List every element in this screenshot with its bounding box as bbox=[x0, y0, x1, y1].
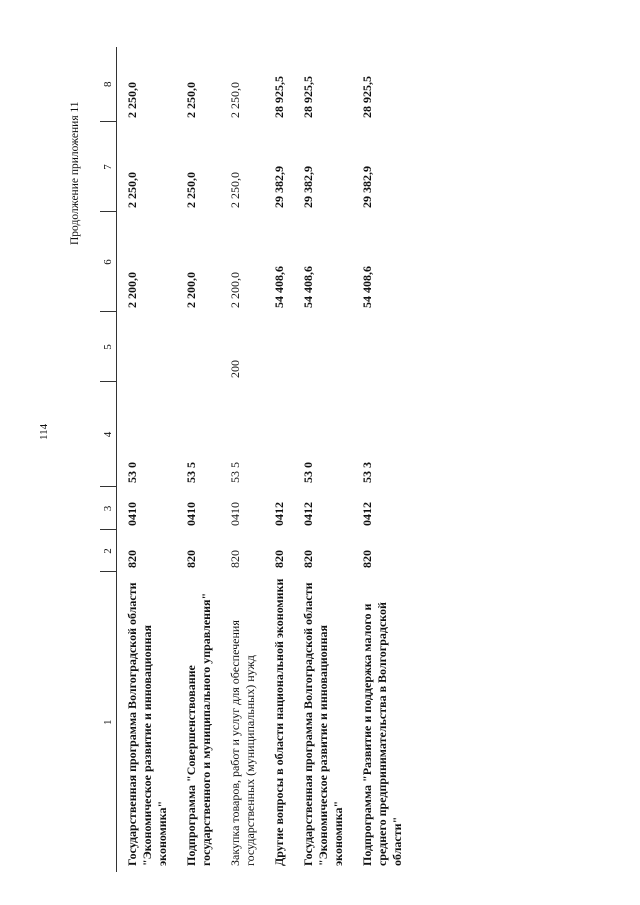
cell-program-code: 53 5 bbox=[184, 462, 198, 483]
cell-program-code bbox=[264, 382, 293, 487]
cell-amount-col8: 28 925,5 bbox=[301, 76, 315, 118]
row-name: Подпрограмма "Развитие и поддержка малого и среднего предпринимательства в Волгоградской области" bbox=[360, 602, 404, 866]
cell-amount-col6: 2 200,0 bbox=[184, 272, 198, 308]
cell-ministry-code: 820 bbox=[228, 550, 242, 568]
cell-amount-col6: 2 200,0 bbox=[228, 272, 242, 308]
column-header: 5 bbox=[100, 312, 117, 382]
page-number: 114 bbox=[38, 423, 50, 440]
column-header: 3 bbox=[100, 487, 117, 530]
column-header: 2 bbox=[100, 530, 117, 572]
cell-expense-type bbox=[293, 312, 352, 382]
cell-amount-col7: 2 250,0 bbox=[125, 172, 139, 208]
cell-ministry-code: 820 bbox=[272, 550, 286, 568]
cell-amount-col8: 28 925,5 bbox=[360, 76, 374, 118]
column-header: 4 bbox=[100, 382, 117, 487]
cell-amount-col7: 2 250,0 bbox=[228, 172, 242, 208]
cell-amount-col7: 29 382,9 bbox=[272, 166, 286, 208]
table-row bbox=[176, 47, 220, 872]
cell-amount-col6: 54 408,6 bbox=[360, 266, 374, 308]
cell-section-code: 0410 bbox=[228, 502, 242, 526]
cell-section-code: 0412 bbox=[360, 502, 374, 526]
cell-program-code: 53 5 bbox=[228, 462, 242, 483]
cell-ministry-code: 820 bbox=[301, 550, 315, 568]
column-header: 7 bbox=[100, 122, 117, 212]
row-name: Другие вопросы в области национальной экономики bbox=[272, 578, 286, 866]
cell-expense-type bbox=[352, 312, 411, 382]
cell-expense-type bbox=[117, 312, 177, 382]
cell-section-code: 0412 bbox=[301, 502, 315, 526]
cell-expense-type: 200 bbox=[228, 360, 242, 378]
cell-amount-col7: 29 382,9 bbox=[301, 166, 315, 208]
cell-expense-type bbox=[176, 312, 220, 382]
cell-amount-col7: 29 382,9 bbox=[360, 166, 374, 208]
column-header: 8 bbox=[100, 47, 117, 122]
column-header: 1 bbox=[100, 572, 117, 872]
table-row bbox=[352, 47, 411, 872]
cell-amount-col6: 2 200,0 bbox=[125, 272, 139, 308]
table-row bbox=[117, 47, 177, 872]
table-header-row bbox=[100, 47, 117, 872]
cell-ministry-code: 820 bbox=[125, 550, 139, 568]
cell-amount-col8: 28 925,5 bbox=[272, 76, 286, 118]
cell-section-code: 0410 bbox=[184, 502, 198, 526]
cell-ministry-code: 820 bbox=[184, 550, 198, 568]
row-name: Государственная программа Волгоградской области "Экономическое развитие и инновационная экономика" bbox=[125, 582, 169, 866]
cell-amount-col7: 2 250,0 bbox=[184, 172, 198, 208]
table-row bbox=[264, 47, 293, 872]
row-name: Государственная программа Волгоградской области "Экономическое развитие и инновационная экономика" bbox=[301, 582, 345, 866]
cell-amount-col8: 2 250,0 bbox=[184, 82, 198, 118]
cell-ministry-code: 820 bbox=[360, 550, 374, 568]
column-header: 6 bbox=[100, 212, 117, 312]
cell-program-code: 53 3 bbox=[360, 462, 374, 483]
table-row bbox=[220, 47, 264, 872]
budget-table bbox=[100, 47, 411, 872]
cell-program-code: 53 0 bbox=[301, 462, 315, 483]
cell-program-code: 53 0 bbox=[125, 462, 139, 483]
cell-amount-col8: 2 250,0 bbox=[125, 82, 139, 118]
cell-expense-type bbox=[264, 312, 293, 382]
budget-table-container bbox=[100, 47, 620, 872]
table-row bbox=[293, 47, 352, 872]
cell-section-code: 0410 bbox=[125, 502, 139, 526]
row-name: Закупка товаров, работ и услуг для обеспечения государственных (муниципальных) нужд bbox=[228, 620, 257, 866]
cell-amount-col6: 54 408,6 bbox=[272, 266, 286, 308]
cell-section-code: 0412 bbox=[272, 502, 286, 526]
appendix-continuation-note: Продолжение приложения 11 bbox=[69, 101, 81, 245]
row-name: Подпрограмма "Совершенствование государственного и муниципального управления" bbox=[184, 592, 213, 866]
cell-amount-col6: 54 408,6 bbox=[301, 266, 315, 308]
cell-amount-col8: 2 250,0 bbox=[228, 82, 242, 118]
